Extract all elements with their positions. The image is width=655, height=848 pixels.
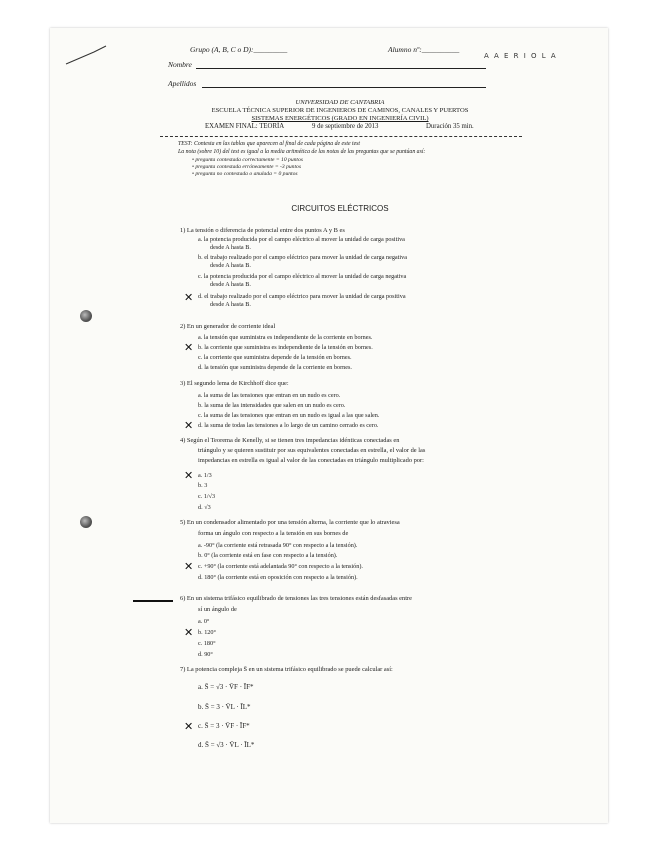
exam-duration: Duración 35 min. [426, 123, 474, 130]
margin-dash [133, 600, 173, 602]
question-7-option-c: c. S̄ = 3 · V̄F · ĪF* [198, 722, 250, 730]
question-5-option-a: a. -90° (la corriente está retrasada 90° con respecto a la tensión). [198, 542, 358, 549]
question-6-option-c: c. 180° [198, 640, 216, 647]
section-title: CIRCUITOS ELÉCTRICOS [291, 204, 389, 213]
question-1-stem: 1) La tensión o diferencia de potencial entre dos puntos A y B es [180, 227, 345, 234]
question-5-stem-1: 5) En un condensador alimentado por una tensión alterna, la corriente que lo atraviesa [180, 519, 400, 526]
question-4-option-c: c. 1/√3 [198, 493, 216, 500]
question-7-option-d: d. S̄ = √3 · V̄L · ĪL* [198, 741, 255, 749]
exam-date: 9 de septiembre de 2013 [312, 123, 379, 130]
question-1-option-a: a. la potencia producida por el campo eléctrico al mover la unidad de carga positiva [198, 236, 405, 243]
question-5-option-c: c. +90° (la corriente está adelantada 90° con respecto a la tensión). [198, 563, 363, 570]
question-2-option-c: c. la corriente que suministra depende de la tensión en bornes. [198, 354, 352, 361]
dashed-separator [160, 136, 522, 137]
question-3-option-d: d. la suma de todas las tensiones a lo largo de un camino cerrado es cero. [198, 422, 379, 429]
question-1-option-d-cont: desde A hasta B. [210, 301, 251, 308]
instructions-bullet1: • pregunta contestada correctamente = 10 puntos [192, 157, 303, 163]
name-line [196, 68, 486, 69]
question-6-option-d: d. 90° [198, 651, 213, 658]
question-5-option-b: b. 0° (la corriente está en fase con respecto a la tensión). [198, 552, 338, 559]
surname-label: Apellidos [168, 79, 197, 88]
answer-mark-q7: ✕ [184, 720, 194, 733]
question-6-stem-2: sí un ángulo de [198, 606, 237, 613]
question-7-option-b: b. S̄ = 3 · V̄L · ĪL* [198, 703, 251, 711]
question-1-option-d: d. el trabajo realizado por el campo eléctrico para mover la unidad de carga positiva [198, 293, 406, 300]
instructions-bullet3: • pregunta no contestada o anulada = 0 puntos [192, 171, 298, 177]
pen-stroke [64, 44, 108, 66]
question-4-stem-2: triángulo y se quieren sustituir por sus equivalentes conectadas en estrella, el valor de las [198, 447, 426, 454]
instructions-line2: La nota (sobre 10) del test es igual a la media aritmética de las notas de las preguntas que se puntúan así: [178, 149, 426, 155]
question-2-option-d: d. la tensión que suministra depende de la corriente en bornes. [198, 364, 352, 371]
answer-mark-q2: ✕ [184, 341, 194, 354]
school-title: ESCUELA TÉCNICA SUPERIOR DE INGENIEROS DE CAMINOS, CANALES Y PUERTOS [211, 107, 469, 114]
punch-hole-top [80, 310, 92, 322]
question-4-option-a: a. 1/3 [198, 472, 212, 479]
question-1-option-b-cont: desde A hasta B. [210, 262, 251, 269]
punch-hole-bottom [80, 516, 92, 528]
student-number-label: Alumno nº:__________ [388, 45, 460, 54]
course-title: SISTEMAS ENERGÉTICOS (GRADO EN INGENIERÍA CIVIL) [251, 115, 429, 122]
answer-mark-q4: ✕ [184, 469, 194, 482]
question-2-option-b: b. la corriente que suministra es independiente de la tensión en bornes. [198, 344, 373, 351]
name-label: Nombre [168, 60, 192, 69]
question-3-option-b: b. la suma de las intensidades que salen en un nudo es cero. [198, 402, 346, 409]
university-title: UNIVERSIDAD DE CANTABRIA [295, 99, 385, 106]
question-1-option-b: b. el trabajo realizado por el campo eléctrico para mover la unidad de carga negativa [198, 254, 407, 261]
exam-title: EXAMEN FINAL: TEORÍA [205, 123, 285, 130]
question-1-option-c-cont: desde A hasta B. [210, 281, 251, 288]
question-6-option-a: a. 0° [198, 618, 210, 625]
question-2-stem: 2) En un generador de corriente ideal [180, 323, 276, 330]
question-5-option-d: d. 180° (la corriente está en oposición con respecto a la tensión). [198, 574, 358, 581]
answer-mark-q1: ✕ [184, 291, 194, 304]
answer-mark-q6: ✕ [184, 626, 194, 639]
handwritten-name: A A E R I O L A [484, 52, 558, 60]
answer-mark-q5: ✕ [184, 560, 194, 573]
instructions-line1: TEST: Contesta en las tablas que aparecen al final de cada página de este test [178, 141, 361, 147]
question-3-stem: 3) El segundo lema de Kirchhoff dice que: [180, 380, 289, 387]
question-7-stem: 7) La potencia compleja S̄ en un sistema trifásico equilibrado se puede calcular así: [180, 666, 393, 673]
question-1-option-a-cont: desde A hasta B. [210, 244, 251, 251]
question-4-stem-1: 4) Según el Teorema de Kenelly, si se tienen tres impedancias idénticas conectadas en [180, 437, 400, 444]
question-3-option-a: a. la suma de las tensiones que entran en un nudo es cero. [198, 392, 341, 399]
question-3-option-c: c. la suma de las tensiones que entran en un nudo es igual a las que salen. [198, 412, 380, 419]
surname-line [202, 87, 486, 88]
question-4-option-d: d. √3 [198, 504, 211, 511]
question-4-option-b: b. 3 [198, 482, 208, 489]
question-1-option-c: c. la potencia producida por el campo eléctrico al mover la unidad de carga negativa [198, 273, 407, 280]
question-2-option-a: a. la tensión que suministra es independiente de la corriente en bornes. [198, 334, 373, 341]
group-label: Grupo (A, B, C o D):_________ [190, 45, 288, 54]
question-5-stem-2: forma un ángulo con respecto a la tensión en sus bornes de [198, 530, 349, 537]
instructions-bullet2: • pregunta contestada erróneamente = -3 puntos [192, 164, 301, 170]
question-6-option-b: b. 120° [198, 629, 216, 636]
question-6-stem-1: 6) En un sistema trifásico equilibrado de tensiones las tres tensiones están desfasadas entre [180, 595, 412, 602]
question-4-stem-3: impedancias en estrella es igual al valor de las conectadas en triángulo multiplicado por: [198, 457, 424, 464]
answer-mark-q3: ✕ [184, 419, 194, 432]
question-7-option-a: a. S̄ = √3 · V̄F · ĪF* [198, 683, 254, 691]
